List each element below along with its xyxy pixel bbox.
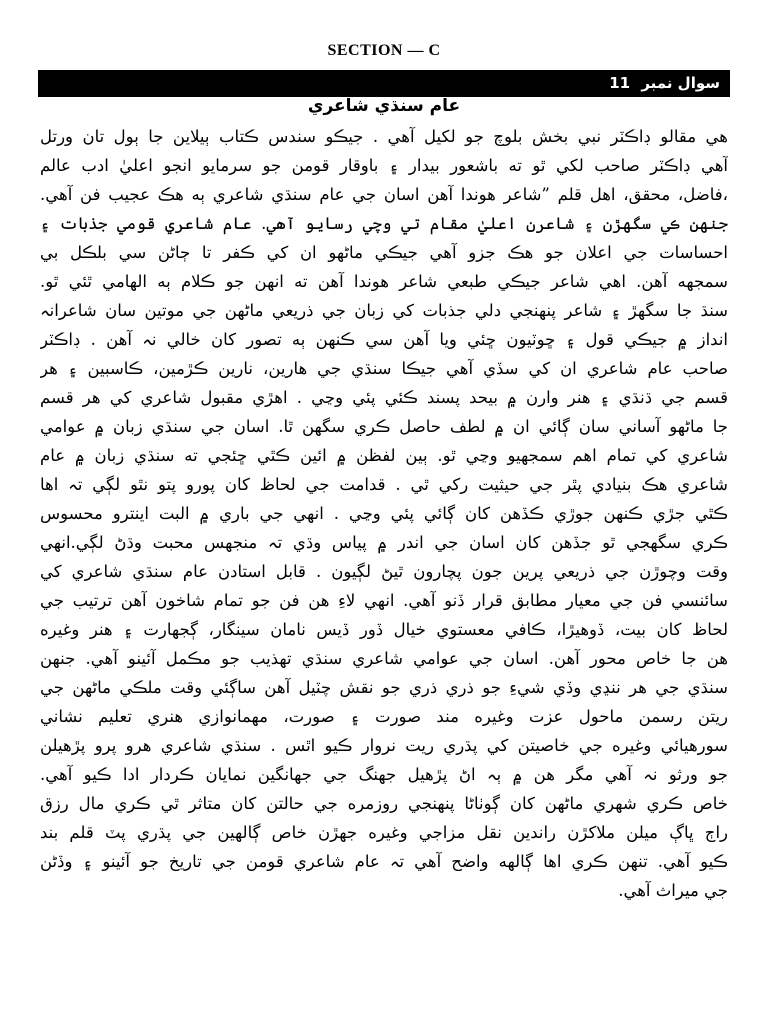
essay-line: انداز ۾ جيڪي قول ۽ ڇوٽيون ڇئي ويا آهن سي ڪنهن ٻه تصور کان خالي نہ آهن . ڊاڪٽر [40,330,728,349]
essay-line: جا ماڻهو آساني سان ڳائي ان ۾ لطف حاصل ڪري سگهن ٿا. اسان جي سنڌي زبان ۾ عوامي [40,417,728,436]
essay-line: هن جا خاص محور آهن. اسان جي عوامي شاعري سنڌي تهذيب جو مڪمل آئينو آهي. جنهن [40,649,728,668]
essay-line: آهي ڊاڪٽر صاحب لکي ٿو ته باشعور بيدار ۽ باوقار قومن جو سرمايو انجو اعليٰ ادب عالم [40,156,728,175]
essay-line: سائنسي فن جي معيار مطابق قرار ڏنو آهي. انهي لاءِ هن فن جو تمام شاخون آهن ترتيب جي [40,591,728,610]
question-header-bar [38,70,730,97]
essay-line: راڄ ڀاڳ ميلن ملاکڙن راندين نقل مزاجي وغيره جهڙن خاص ڳالهين جي پڌري پٽ قلم بند [40,823,728,842]
essay-line: شاعري کي تمام اهم سمجهيو وڃي ٿو. ٻين لفظن ۾ ائين ڪٿي ڇئجي ته سنڌي زبان ۾ عام [40,446,728,465]
essay-line: احساسات جي اعلان جو هڪ جزو آهي جيڪي ماڻهو ان کي ڪفر تا ڄاڻن سي بلڪل بي [40,243,728,262]
essay-line: هي مقالو ڊاڪٽر نبي بخش بلوچ جو لکيل آهي . جيڪو سندس ڪتاب ٻيلاين جا ٻول تان ورتل [40,127,728,146]
question-label: سوال نمبر [641,74,720,92]
essay-line: وقت وچوڙن جي ذريعي پرين جون پچارون ٿيڻ لڳيون . قابل استادن عام سنڌي شاعري کي [40,562,728,581]
essay-line: خاص ڪري شهري ماڻهن کان ڳوٺاڻا پنهنجي روزمره جي حالتن کان متاثر ٿي ڪري مال رزق [40,794,728,813]
essay-line: جو ورثو نہ آهي مگر هن ۾ ٻہ اڻ پڙهيل جهنگ جي جهانگين نمايان ڪردار ادا ڪيو آهي. [40,765,728,784]
essay-line: شاعري هڪ بنيادي پٿر جي حيثيت رکي ٿي . قدامت جي لحاظ کان پورو پتو نٿو لڳي تہ اها [40,475,728,494]
section-heading: SECTION — C [327,42,441,59]
question-number: 11 [609,74,631,92]
essay-body [40,122,728,905]
essay-line: سورهيائي وغيره جي خاصيتن کي پڌري ريت نروار ڪيو اٿس . سنڌي شاعري هرو پرو پڙهيلن [40,736,728,755]
essay-line: جنهن ڪي سگهڙن ۽ شاعرن اعليٰ مقام تي وچي رسايو آهي. عام شاعري قومي جذبات ۽ [40,214,728,233]
essay-line: صاحب عام شاعري ان کي سڏي آهي جيڪا سنڌي جي هارين، نارين ڪڙمين، ڪاسبين ۽ هر [40,359,728,378]
essay-line: ڪري سگهجي ٿو جڏهن کان اسان جي اندر ۾ پياس وڌي تہ منجهس محبت وڌڻ لڳي.انهي [40,533,728,552]
essay-line: ريتن رسمن ماحول عزت وغيره مند صورت ۽ صورت، مهمانوازي هنري تعليم نشاني [40,707,728,726]
essay-line: ڪٿي جڙي ڪنهن جوڙي ڪڏهن کان ڳائي پئي وڃي . انهي جي باري ۾ البت اينترو محسوس [40,504,728,523]
essay-line: سمجهه آهن. اهي شاعر جيڪي طبعي شاعر هوندا آهن ته انهن جو ڪلام ٻه الهامي ٿئي ٿو. [40,272,728,291]
essay-line: جي ميراث آهي. [618,881,728,900]
essay-line: لحاظ کان بيت، ڏوهيڙا، ڪافي معستوي خيال ڏور ڏيس نامان سينگار، ڳجهارت ۽ هنر وغيره [40,620,728,639]
essay-line: سنڌ جا سگهڙ ۽ شاعر پنهنجي دلي جذبات کي زبان جي ذريعي ماڻهن جي موتين سان شاعرانہ [40,301,728,320]
essay-line: سنڌي جي هر ننڍي وڏي شيءِ جو ذري ذري جو نقش چٽيل آهن ساڳئي وقت ملڪي ماڻهن جي [40,678,728,697]
essay-title: عام سنڌي شاعري [307,96,461,116]
essay-line: ،فاضل، محقق، اهل قلم ”شاعر هوندا آهن اسان جي عام سنڌي شاعري ٻه هڪ عجيب فن آهي. [40,185,728,204]
essay-line: ڪيو آهي. تنهن ڪري اها ڳالهه واضح آهي تہ عام شاعري قومن جي تاريخ جو آئينو ۽ وڏڻن [40,852,728,871]
essay-line: قسم جي ڌنڌي ۽ هنر وارن ۾ بيحد پسند ڪئي پئي وڃي . اهڙي مقبول شاعري کي هر قسم [40,388,728,407]
